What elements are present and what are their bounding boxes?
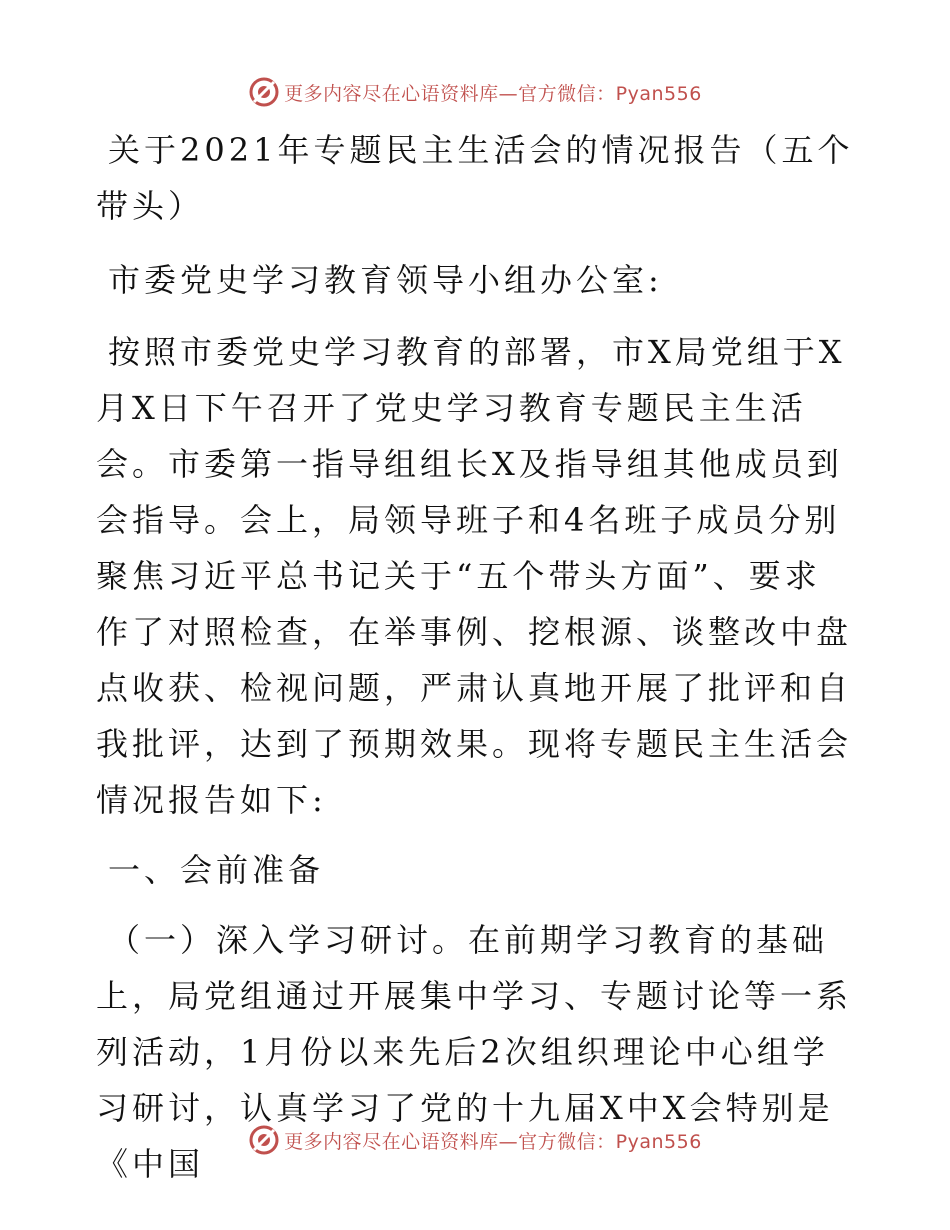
document-body bbox=[96, 122, 856, 1206]
salutation: 市委党史学习教育领导小组办公室: bbox=[108, 261, 663, 299]
document-title: 关于2021年专题民主生活会的情况报告（五个带头） bbox=[96, 131, 854, 225]
watermark-banner-top bbox=[0, 72, 950, 112]
section-paragraph: （一）深入学习研讨。在前期学习教育的基础上，局党组通过开展集中学习、专题讨论等一系列活动，1月份以来先后2次组织理论中心组学习研讨，认真学习了党的十九届X中X会特别是《中国 bbox=[96, 921, 853, 1183]
watermark-text: 更多内容尽在心语资料库—官方微信：Pyan556 bbox=[284, 82, 702, 105]
intro-paragraph: 按照市委党史学习教育的部署，市X局党组于X月X日下午召开了党史学习教育专题民主生活会。市委第一指导组组长X及指导组其他成员到会指导。会上，局领导班子和4名班子成员分别聚焦习近平总书记关于“五个带头方面”、要求作了对照检查，在举事例、挖根源、谈整改中盘点收获、检视问题，严肃认真地开展了批评和自我批评，达到了预期效果。现将专题民主生活会情况报告如下: bbox=[96, 333, 853, 819]
watermark-banner-bottom bbox=[0, 1120, 950, 1160]
seal-logo-icon bbox=[248, 76, 280, 108]
section-heading: 一、会前准备 bbox=[108, 851, 325, 889]
watermark-text: 更多内容尽在心语资料库—官方微信：Pyan556 bbox=[284, 1130, 702, 1153]
seal-logo-icon bbox=[248, 1124, 280, 1156]
